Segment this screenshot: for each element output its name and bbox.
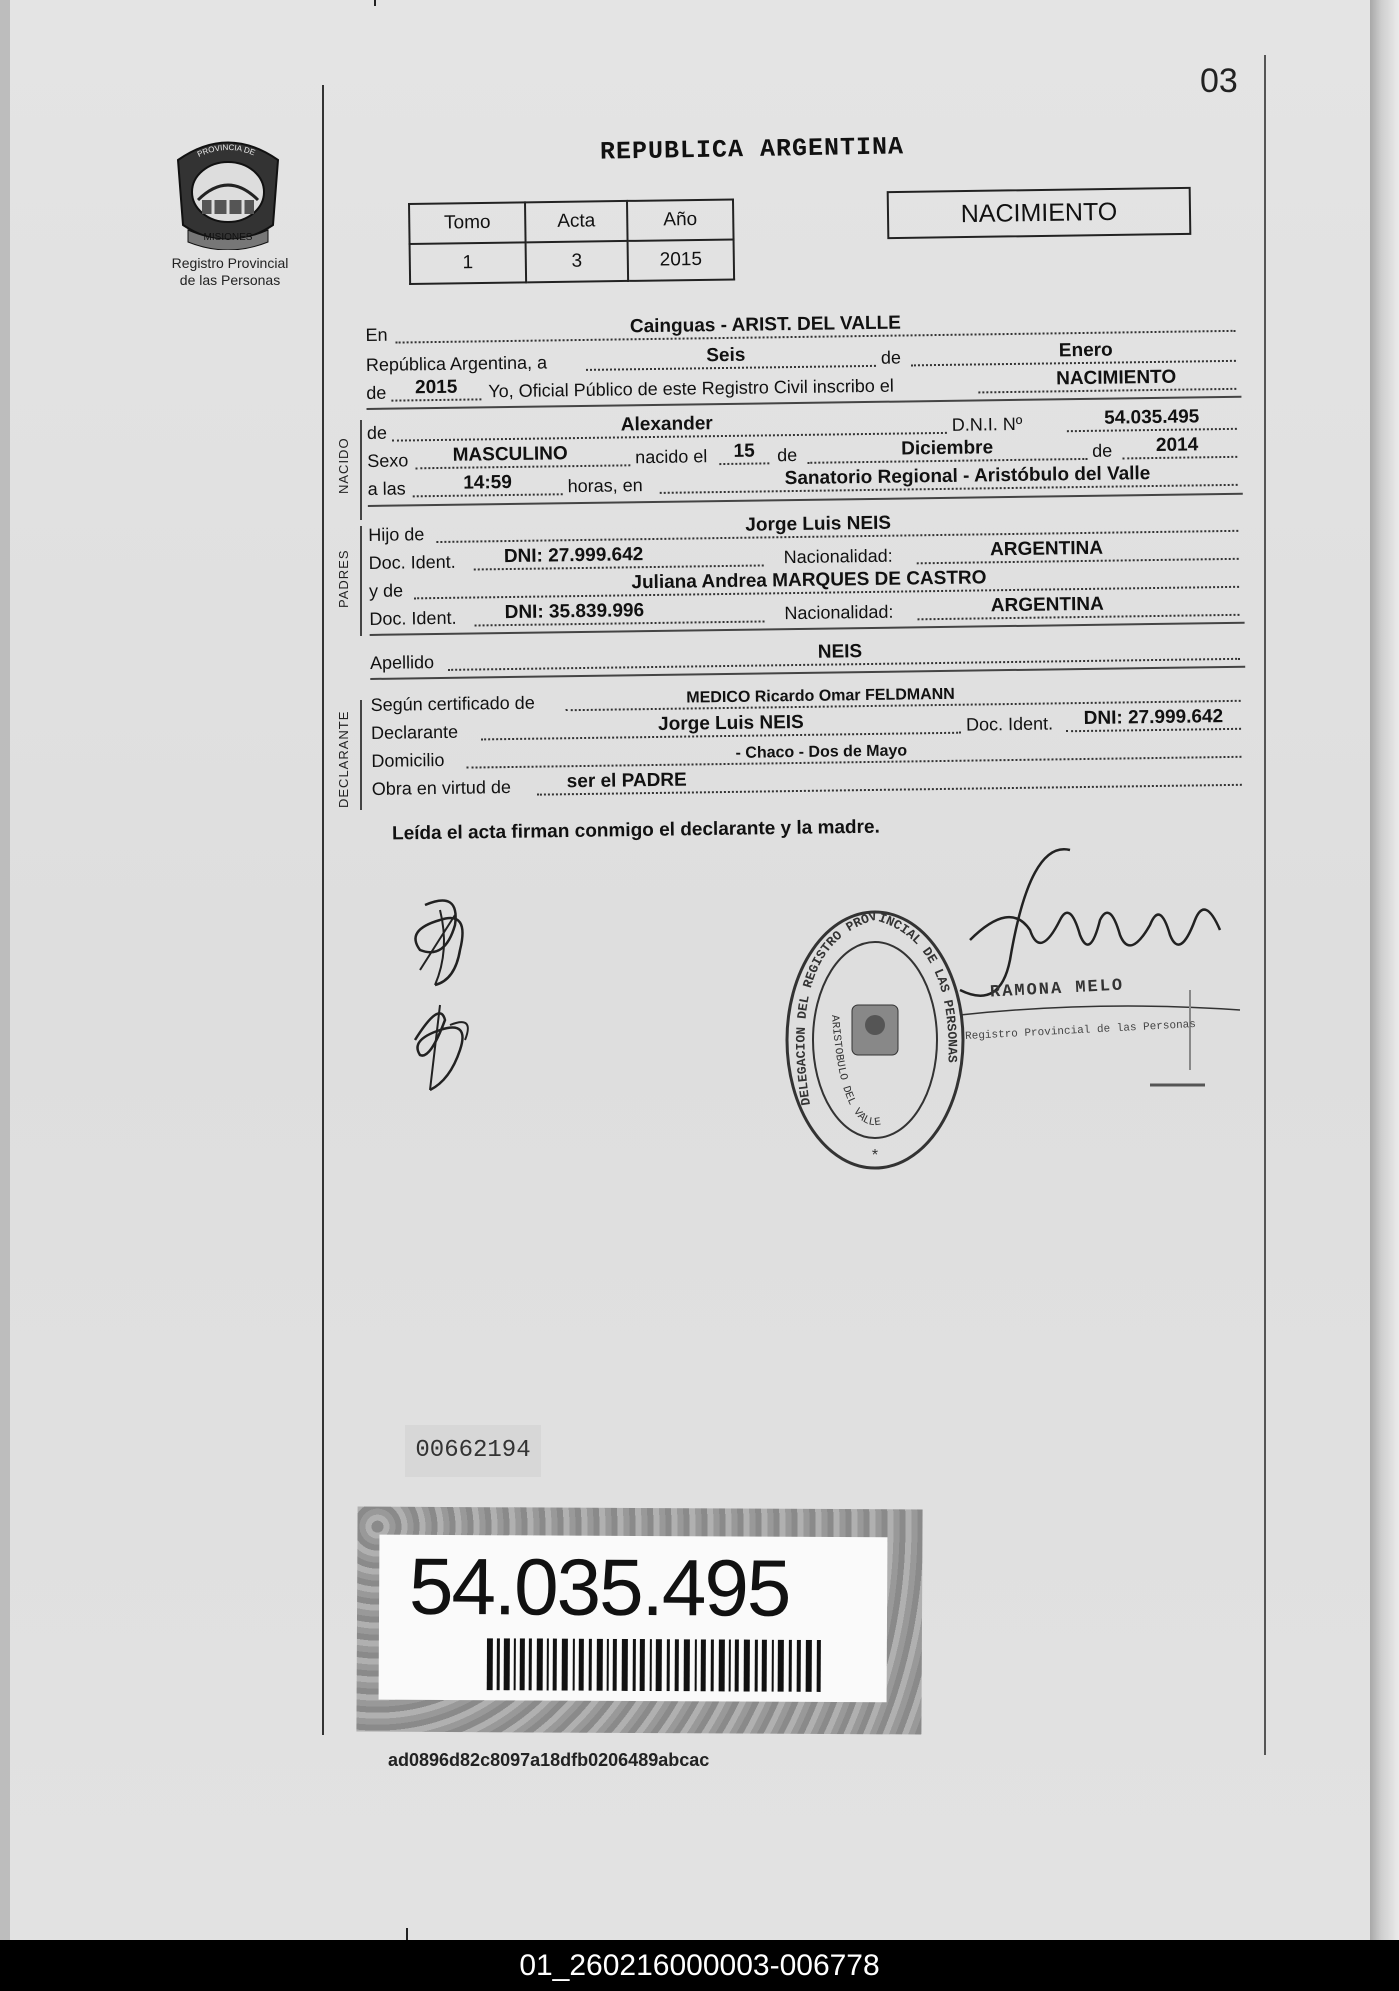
page-shadow: [1370, 0, 1399, 1940]
label-nacionalidad: Nacionalidad:: [784, 601, 894, 624]
label-republica: República Argentina, a: [365, 352, 548, 375]
section-label-declarante: DECLARANTE: [336, 710, 351, 808]
value-birth-day: 15: [733, 440, 755, 462]
registry-caption-line: Registro Provincial: [171, 255, 289, 271]
label-doc-ident: Doc. Ident.: [965, 713, 1054, 735]
closing-statement: Leída el acta firman conmigo el declarante y la madre.: [391, 816, 880, 845]
value-registry-place: Cainguas - ARIST. DEL VALLE: [629, 312, 902, 338]
section-label-nacido: NACIDO: [336, 437, 351, 494]
seal-outer-text: DELEGACION DEL REGISTRO PROVINCIAL DE LAS PERSONAS: [793, 908, 960, 1107]
label-de: de: [880, 347, 902, 368]
scan-mark: [374, 0, 376, 6]
value-mother-name: Juliana Andrea MARQUES DE CASTRO: [631, 567, 987, 594]
value-mother-nationality: ARGENTINA: [990, 593, 1104, 617]
signature-official-icon: [950, 840, 1250, 1100]
emblem-bottom-text: MISIONES: [203, 232, 253, 243]
record-value-tomo: 1: [410, 242, 527, 284]
label-doc-ident: Doc. Ident.: [369, 607, 457, 629]
id-sticker: [356, 1507, 922, 1735]
value-declarant: Jorge Luis NEIS: [657, 711, 804, 735]
label-dni: D.N.I. Nº: [951, 413, 1023, 435]
value-birth-month: Diciembre: [901, 437, 994, 460]
signature-declarant-icon: [400, 890, 510, 1100]
value-inscribe: NACIMIENTO: [1056, 366, 1177, 390]
label-obra: Obra en virtud de: [371, 777, 512, 799]
seal-inner-text: ARISTOBULO DEL VALLE: [828, 1014, 882, 1130]
section-bar-declarante: [360, 700, 362, 810]
value-birth-place: Sanatorio Regional - Aristóbulo del Valle: [784, 463, 1151, 490]
label-horas: horas, en: [567, 475, 643, 497]
official-seal-icon: [780, 905, 970, 1175]
svg-text:*: *: [871, 1147, 879, 1164]
value-surname: NEIS: [817, 641, 863, 663]
value-domicile: - Chaco - Dos de Mayo: [735, 742, 908, 762]
label-nacionalidad: Nacionalidad:: [783, 545, 893, 568]
control-number: 00662194: [405, 1425, 541, 1477]
label-en: En: [365, 324, 388, 345]
record-header-acta: Acta: [525, 201, 628, 242]
record-value-ano: 2015: [628, 239, 735, 280]
label-nacido: nacido el: [635, 446, 708, 468]
scan-footer-id: 01_260216000003-006778: [0, 1940, 1399, 1991]
label-alas: a las: [367, 478, 406, 499]
value-day: Seis: [706, 344, 746, 367]
label-certificado: Según certificado de: [370, 692, 535, 715]
registry-caption-line: de las Personas: [179, 272, 281, 288]
label-y-de: y de: [368, 580, 404, 601]
label-doc-ident: Doc. Ident.: [368, 551, 456, 573]
left-margin-rule: [322, 85, 324, 1735]
value-sex: MASCULINO: [452, 443, 568, 466]
record-table: [408, 198, 735, 285]
record-header-ano: Año: [627, 199, 734, 240]
record-header-tomo: Tomo: [409, 202, 526, 244]
scan-mark: [406, 1928, 408, 1940]
emblem-top-text: PROVINCIA DE: [195, 142, 257, 159]
value-birth-time: 14:59: [463, 471, 513, 494]
value-birth-year: 2014: [1155, 434, 1199, 456]
right-margin-rule: [1264, 55, 1266, 1755]
label-de: de: [777, 444, 798, 466]
value-dni: 54.035.495: [1104, 406, 1200, 429]
label-de: de: [366, 382, 387, 403]
value-month: Enero: [1058, 339, 1113, 362]
label-apellido: Apellido: [369, 652, 435, 673]
value-father-name: Jorge Luis NEIS: [745, 512, 892, 536]
value-mother-doc: DNI: 35.839.996: [504, 600, 645, 624]
registry-caption: [150, 255, 310, 289]
document-hash: ad0896d82c8097a18dfb0206489abcac: [388, 1750, 710, 1770]
label-hijo: Hijo de: [368, 524, 425, 545]
value-certificate: MEDICO Ricardo Omar FELDMANN: [686, 685, 955, 707]
document-title: REPUBLICA ARGENTINA: [599, 132, 905, 167]
page-edge: [0, 0, 10, 1940]
page-number: 03: [1200, 62, 1238, 100]
section-label-padres: PADRES: [336, 549, 351, 608]
value-father-doc: DNI: 27.999.642: [503, 544, 644, 568]
value-father-nationality: ARGENTINA: [989, 537, 1104, 561]
misiones-emblem-icon: [168, 130, 288, 250]
stamp-official-subtitle: Registro Provincial de las Personas: [964, 1018, 1197, 1044]
label-domicilio: Domicilio: [371, 749, 445, 771]
label-oficial: Yo, Oficial Público de este Registro Civil inscribo el: [488, 375, 894, 402]
label-declarante: Declarante: [370, 721, 459, 743]
section-bar-nacido: [360, 420, 362, 520]
sticker-dni-number: 54.035.495: [408, 1541, 790, 1633]
value-child-name: Alexander: [620, 413, 713, 436]
label-sexo: Sexo: [367, 450, 409, 471]
record-value-acta: 3: [526, 241, 629, 282]
value-relation: ser el PADRE: [566, 769, 687, 793]
stamp-official-name: RAMONA MELO: [989, 976, 1125, 1003]
label-de: de: [366, 422, 388, 443]
label-de: de: [1092, 440, 1113, 461]
value-year: 2015: [414, 376, 458, 399]
value-declarant-doc: DNI: 27.999.642: [1083, 706, 1224, 730]
barcode-icon: [487, 1638, 825, 1692]
record-type-box: NACIMIENTO: [887, 187, 1192, 239]
section-bar-padres: [360, 526, 362, 636]
